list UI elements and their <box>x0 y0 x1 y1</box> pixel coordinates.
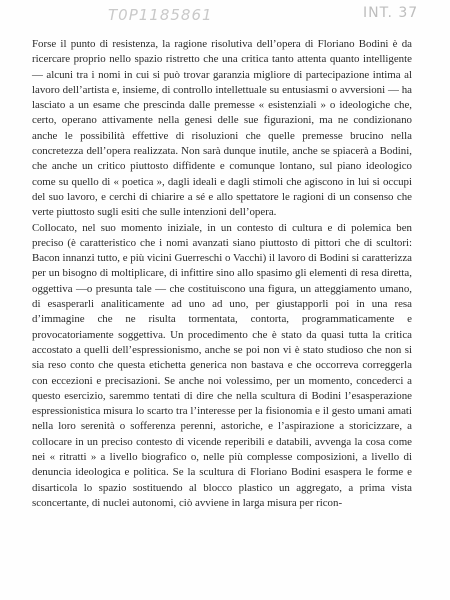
paragraph: Forse il punto di resistenza, la ragione risolutiva dell’opera di Floriano Bodini è da ricercare proprio nello spazio ristretto che una critica tanto attenta quanto intelligente — alcuni tra i nomi in cui si può trovar garanzia migliore di partecipazione intima al lavoro dell’artista e, insieme, di controllo intellettuale su entusiasmi o avversioni — ha lasciato a un esame che prescinda dalle premesse « esistenziali » o ideologiche che, certo, operano attivamente nella genesi delle sue figurazioni, ma ne condizionano anche le possibilità effettive di risoluzioni che quelle premesse brucino nella concretezza dell’opera realizzata. Non sarà dunque inutile, anche se spiacerà a Bodini, che anche un critico piuttosto diffidente e comunque lontano, sul piano ideologico come su quello di « poetica », dagli ideali e dagli stimoli che agiscono in lui si occupi del suo lavoro, e cerchi di chiarire a sé e allo spettatore le ragioni di un consenso che verte piuttosto sugli esiti che sulle intenzioni dell’opera. <box>32 38 412 219</box>
inventory-mark: INT. 37 <box>363 5 419 21</box>
archive-code-stamp: T0P1185861 <box>108 6 213 24</box>
body-text <box>32 37 412 511</box>
paragraph: Collocato, nel suo momento iniziale, in un contesto di cultura e di polemica ben preciso (è caratteristico che i nomi avanzati siano piuttosto di pittori che di scultori: Bacon innanzi tutto, e più vicini Guerreschi o Vacchi) il lavoro di Bodini si caratterizza per un bisogno di moltiplicare, di infittire sino allo spasimo gli elementi di resa diretta, oggettiva —o presunta tale — che costituiscono una figura, un atteggiamento umano, di esasperarli analiticamente ad uno ad uno, per giustapporli poi in una resa d’immagine che ne risulta tormentata, contorta, programmaticamente e provocatoriamente soggettiva. Un procedimento che è stato da quasi tutta la critica accostato a quelli dell’espressionismo, anche se poi non vi è stato studioso che non si sia reso conto che questa etichetta generica non bastava e che occorreva correggerla con eccezioni e precisazioni. Se anche noi volessimo, per un momento, concederci a questo esercizio, saremmo tentati di dire che nella scultura di Bodini l’esasperazione espressionistica misura lo scarto tra l’interesse per la fisionomia e il gesto umani amati nella loro serenità o sofferenza perenni, astoriche, e l’aspirazione a storicizzare, a collocare in un preciso contesto di vicende reperibili e databili, avvenga la cosa come nei « ritratti » a livello biografico o, nelle più complesse composizioni, a livello di denuncia ideologica e politica. Se la scultura di Floriano Bodini esaspera le forme e disarticola lo spazio sostituendo al blocco plastico un aggregato, a prima vista sconcertante, di nuclei autonomi, ciò avviene in larga misura per ricon- <box>32 221 412 509</box>
